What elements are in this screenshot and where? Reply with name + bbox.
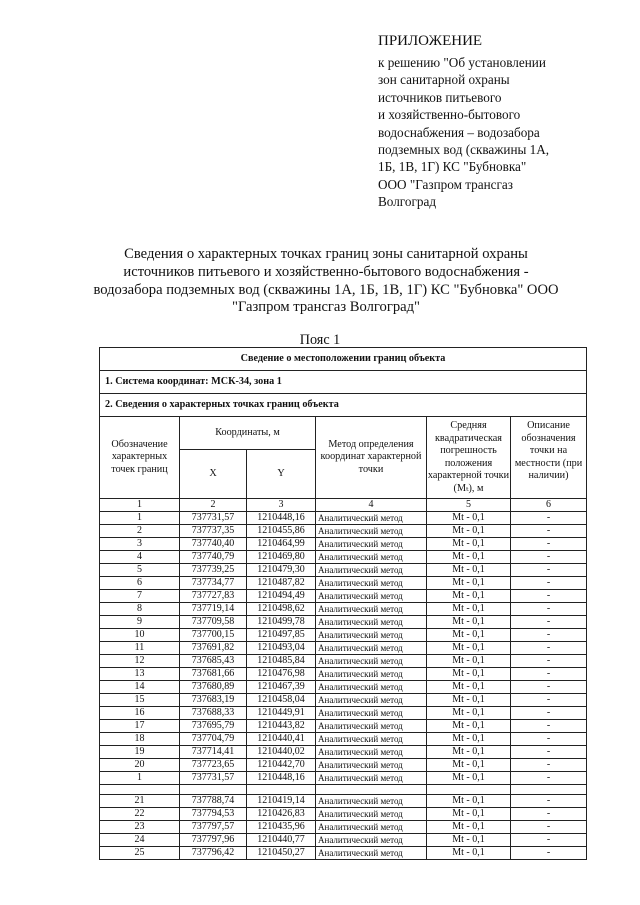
cell-method: Аналитический метод xyxy=(316,629,427,642)
cell-description: - xyxy=(511,655,587,668)
cell-point: 15 xyxy=(100,694,180,707)
cell-x: 737695,79 xyxy=(180,720,247,733)
cell-x: 737719,14 xyxy=(180,603,247,616)
cell-y: 1210440,41 xyxy=(247,733,316,746)
table-row xyxy=(100,707,587,720)
cell-point: 1 xyxy=(100,772,180,785)
cell-y: 1210498,62 xyxy=(247,603,316,616)
header-coordinates: Координаты, м xyxy=(180,417,316,450)
title-line: Сведения о характерных точках границ зоны санитарной охраны xyxy=(124,246,528,262)
table-row xyxy=(100,525,587,538)
cell-point: 17 xyxy=(100,720,180,733)
cell-description: - xyxy=(511,759,587,772)
cell-point: 5 xyxy=(100,564,180,577)
cell-y: 1210440,77 xyxy=(247,834,316,847)
cell-error: Mt - 0,1 xyxy=(427,590,511,603)
cell-error: Mt - 0,1 xyxy=(427,759,511,772)
cell-x: 737691,82 xyxy=(180,642,247,655)
cell-error: Mt - 0,1 xyxy=(427,847,511,860)
appendix-line: источников питьевого xyxy=(378,89,502,105)
cell-x: 737737,35 xyxy=(180,525,247,538)
cell-y: 1210467,39 xyxy=(247,681,316,694)
cell-y: 1210458,04 xyxy=(247,694,316,707)
cell-description: - xyxy=(511,707,587,720)
cell-point: 1 xyxy=(100,512,180,525)
cell-x: 737734,77 xyxy=(180,577,247,590)
cell-y: 1210442,70 xyxy=(247,759,316,772)
table-row xyxy=(100,642,587,655)
title-line: источников питьевого и хозяйственно-бытового водоснабжения - xyxy=(123,263,529,280)
cell-method: Аналитический метод xyxy=(316,694,427,707)
cell-y: 1210469,80 xyxy=(247,551,316,564)
cell-point: 18 xyxy=(100,733,180,746)
cell-x: 737739,25 xyxy=(180,564,247,577)
header-x: X xyxy=(180,450,247,499)
table-row xyxy=(100,733,587,746)
header-error: Средняя квадратическая погрешность положения характерной точки (Mₜ), м xyxy=(427,417,511,499)
table-row xyxy=(100,808,587,821)
boundary-points-table xyxy=(99,347,587,860)
cell-error: Mt - 0,1 xyxy=(427,551,511,564)
cell-description: - xyxy=(511,808,587,821)
cell-x: 737680,89 xyxy=(180,681,247,694)
cell-description: - xyxy=(511,642,587,655)
cell-error: Mt - 0,1 xyxy=(427,603,511,616)
column-number: 3 xyxy=(247,499,316,512)
cell-method: Аналитический метод xyxy=(316,834,427,847)
separator-cell xyxy=(427,785,511,795)
cell-description: - xyxy=(511,616,587,629)
cell-method: Аналитический метод xyxy=(316,720,427,733)
cell-y: 1210476,98 xyxy=(247,668,316,681)
cell-method: Аналитический метод xyxy=(316,525,427,538)
cell-description: - xyxy=(511,629,587,642)
table-row xyxy=(100,759,587,772)
cell-y: 1210494,49 xyxy=(247,590,316,603)
cell-description: - xyxy=(511,795,587,808)
cell-y: 1210449,91 xyxy=(247,707,316,720)
cell-method: Аналитический метод xyxy=(316,538,427,551)
cell-error: Mt - 0,1 xyxy=(427,834,511,847)
cell-y: 1210440,02 xyxy=(247,746,316,759)
cell-point: 19 xyxy=(100,746,180,759)
cell-point: 8 xyxy=(100,603,180,616)
cell-error: Mt - 0,1 xyxy=(427,668,511,681)
cell-description: - xyxy=(511,668,587,681)
cell-method: Аналитический метод xyxy=(316,668,427,681)
cell-description: - xyxy=(511,746,587,759)
cell-description: - xyxy=(511,772,587,785)
cell-error: Mt - 0,1 xyxy=(427,746,511,759)
cell-error: Mt - 0,1 xyxy=(427,694,511,707)
cell-error: Mt - 0,1 xyxy=(427,707,511,720)
cell-point: 7 xyxy=(100,590,180,603)
table-row xyxy=(100,603,587,616)
cell-point: 25 xyxy=(100,847,180,860)
cell-method: Аналитический метод xyxy=(316,795,427,808)
cell-description: - xyxy=(511,525,587,538)
separator-cell xyxy=(247,785,316,795)
table-row xyxy=(100,564,587,577)
cell-y: 1210487,82 xyxy=(247,577,316,590)
table-row xyxy=(100,821,587,834)
appendix-line: ООО "Газпром трансгаз xyxy=(378,176,513,192)
table-row xyxy=(100,694,587,707)
cell-x: 737794,53 xyxy=(180,808,247,821)
cell-method: Аналитический метод xyxy=(316,616,427,629)
cell-error: Mt - 0,1 xyxy=(427,795,511,808)
cell-point: 24 xyxy=(100,834,180,847)
cell-description: - xyxy=(511,733,587,746)
cell-y: 1210448,16 xyxy=(247,512,316,525)
cell-error: Mt - 0,1 xyxy=(427,525,511,538)
cell-x: 737740,40 xyxy=(180,538,247,551)
cell-x: 737681,66 xyxy=(180,668,247,681)
column-number: 2 xyxy=(180,499,247,512)
table-row xyxy=(100,512,587,525)
cell-x: 737714,41 xyxy=(180,746,247,759)
table-row xyxy=(100,655,587,668)
cell-description: - xyxy=(511,603,587,616)
appendix-line: и хозяйственно-бытового xyxy=(378,107,521,123)
cell-method: Аналитический метод xyxy=(316,551,427,564)
cell-method: Аналитический метод xyxy=(316,603,427,616)
cell-y: 1210493,04 xyxy=(247,642,316,655)
table-row xyxy=(100,681,587,694)
cell-method: Аналитический метод xyxy=(316,577,427,590)
group-separator-row xyxy=(100,785,587,795)
cell-x: 737709,58 xyxy=(180,616,247,629)
cell-x: 737727,83 xyxy=(180,590,247,603)
cell-y: 1210435,96 xyxy=(247,821,316,834)
cell-description: - xyxy=(511,847,587,860)
cell-method: Аналитический метод xyxy=(316,512,427,525)
appendix-line: водоснабжения – водозабора xyxy=(378,124,540,140)
header-description: Описание обозначения точки на местности (при наличии) xyxy=(511,417,587,499)
cell-point: 4 xyxy=(100,551,180,564)
separator-cell xyxy=(511,785,587,795)
cell-point: 11 xyxy=(100,642,180,655)
cell-description: - xyxy=(511,564,587,577)
column-number: 1 xyxy=(100,499,180,512)
cell-error: Mt - 0,1 xyxy=(427,733,511,746)
cell-point: 16 xyxy=(100,707,180,720)
header-y: Y xyxy=(247,450,316,499)
cell-x: 737796,42 xyxy=(180,847,247,860)
cell-method: Аналитический метод xyxy=(316,808,427,821)
cell-method: Аналитический метод xyxy=(316,681,427,694)
cell-x: 737797,96 xyxy=(180,834,247,847)
appendix-line: к решению "Об установлении xyxy=(378,55,546,70)
cell-error: Mt - 0,1 xyxy=(427,512,511,525)
section-coordinate-system: 1. Система координат: МСК-34, зона 1 xyxy=(100,371,587,394)
cell-x: 737704,79 xyxy=(180,733,247,746)
cell-error: Mt - 0,1 xyxy=(427,642,511,655)
cell-x: 737700,15 xyxy=(180,629,247,642)
cell-error: Mt - 0,1 xyxy=(427,808,511,821)
table-row xyxy=(100,795,587,808)
cell-error: Mt - 0,1 xyxy=(427,629,511,642)
cell-method: Аналитический метод xyxy=(316,655,427,668)
cell-description: - xyxy=(511,821,587,834)
table-row xyxy=(100,577,587,590)
cell-method: Аналитический метод xyxy=(316,707,427,720)
document-title xyxy=(60,246,592,317)
cell-method: Аналитический метод xyxy=(316,642,427,655)
section-boundary-points: 2. Сведения о характерных точках границ объекта xyxy=(100,394,587,417)
cell-y: 1210479,30 xyxy=(247,564,316,577)
cell-description: - xyxy=(511,512,587,525)
cell-point: 13 xyxy=(100,668,180,681)
cell-error: Mt - 0,1 xyxy=(427,772,511,785)
cell-point: 23 xyxy=(100,821,180,834)
table-row xyxy=(100,551,587,564)
table-row xyxy=(100,668,587,681)
cell-y: 1210485,84 xyxy=(247,655,316,668)
header-designation: Обозначение характерных точек границ xyxy=(100,417,180,499)
cell-point: 9 xyxy=(100,616,180,629)
appendix-line: 1Б, 1В, 1Г) КС "Бубновка" xyxy=(378,159,527,175)
appendix-heading: ПРИЛОЖЕНИЕ xyxy=(378,33,483,49)
cell-y: 1210499,78 xyxy=(247,616,316,629)
cell-x: 737688,33 xyxy=(180,707,247,720)
table-row xyxy=(100,746,587,759)
cell-error: Mt - 0,1 xyxy=(427,681,511,694)
cell-y: 1210497,85 xyxy=(247,629,316,642)
cell-x: 737685,43 xyxy=(180,655,247,668)
table-row xyxy=(100,772,587,785)
cell-error: Mt - 0,1 xyxy=(427,616,511,629)
cell-point: 14 xyxy=(100,681,180,694)
appendix-line: подземных вод (скважины 1А, xyxy=(378,142,550,158)
cell-description: - xyxy=(511,590,587,603)
appendix-line: зон санитарной охраны xyxy=(378,72,510,88)
belt-label: Пояс 1 xyxy=(299,332,341,348)
cell-y: 1210426,83 xyxy=(247,808,316,821)
cell-y: 1210448,16 xyxy=(247,772,316,785)
table-row xyxy=(100,590,587,603)
cell-description: - xyxy=(511,551,587,564)
appendix-line: Волгоград xyxy=(378,194,437,210)
table-row xyxy=(100,834,587,847)
header-method: Метод определения координат характерной точки xyxy=(316,417,427,499)
cell-y: 1210464,99 xyxy=(247,538,316,551)
cell-method: Аналитический метод xyxy=(316,733,427,746)
table-row xyxy=(100,538,587,551)
cell-x: 737731,57 xyxy=(180,772,247,785)
column-number: 6 xyxy=(511,499,587,512)
cell-error: Mt - 0,1 xyxy=(427,720,511,733)
cell-x: 737731,57 xyxy=(180,512,247,525)
cell-description: - xyxy=(511,720,587,733)
table-row xyxy=(100,629,587,642)
table-row xyxy=(100,616,587,629)
cell-point: 12 xyxy=(100,655,180,668)
cell-y: 1210419,14 xyxy=(247,795,316,808)
cell-error: Mt - 0,1 xyxy=(427,564,511,577)
cell-y: 1210443,82 xyxy=(247,720,316,733)
cell-description: - xyxy=(511,694,587,707)
cell-description: - xyxy=(511,681,587,694)
cell-error: Mt - 0,1 xyxy=(427,538,511,551)
cell-method: Аналитический метод xyxy=(316,564,427,577)
cell-point: 22 xyxy=(100,808,180,821)
cell-x: 737797,57 xyxy=(180,821,247,834)
cell-point: 6 xyxy=(100,577,180,590)
cell-error: Mt - 0,1 xyxy=(427,821,511,834)
cell-method: Аналитический метод xyxy=(316,847,427,860)
cell-x: 737683,19 xyxy=(180,694,247,707)
cell-x: 737723,65 xyxy=(180,759,247,772)
cell-error: Mt - 0,1 xyxy=(427,577,511,590)
cell-point: 21 xyxy=(100,795,180,808)
appendix-block xyxy=(378,32,628,211)
cell-description: - xyxy=(511,538,587,551)
cell-point: 2 xyxy=(100,525,180,538)
separator-cell xyxy=(180,785,247,795)
cell-method: Аналитический метод xyxy=(316,772,427,785)
cell-method: Аналитический метод xyxy=(316,746,427,759)
column-number: 5 xyxy=(427,499,511,512)
cell-x: 737740,79 xyxy=(180,551,247,564)
column-number: 4 xyxy=(316,499,427,512)
cell-method: Аналитический метод xyxy=(316,821,427,834)
title-line: "Газпром трансгаз Волгоград" xyxy=(232,299,420,316)
cell-point: 3 xyxy=(100,538,180,551)
cell-error: Mt - 0,1 xyxy=(427,655,511,668)
cell-description: - xyxy=(511,834,587,847)
table-row xyxy=(100,720,587,733)
cell-x: 737788,74 xyxy=(180,795,247,808)
cell-description: - xyxy=(511,577,587,590)
separator-cell xyxy=(316,785,427,795)
cell-method: Аналитический метод xyxy=(316,590,427,603)
table-caption: Сведение о местоположении границ объекта xyxy=(100,348,587,371)
cell-point: 10 xyxy=(100,629,180,642)
cell-y: 1210450,27 xyxy=(247,847,316,860)
cell-y: 1210455,86 xyxy=(247,525,316,538)
table-row xyxy=(100,847,587,860)
title-line: водозабора подземных вод (скважины 1А, 1Б, 1В, 1Г) КС "Бубновка" ООО xyxy=(93,281,559,298)
cell-method: Аналитический метод xyxy=(316,759,427,772)
separator-cell xyxy=(100,785,180,795)
cell-point: 20 xyxy=(100,759,180,772)
